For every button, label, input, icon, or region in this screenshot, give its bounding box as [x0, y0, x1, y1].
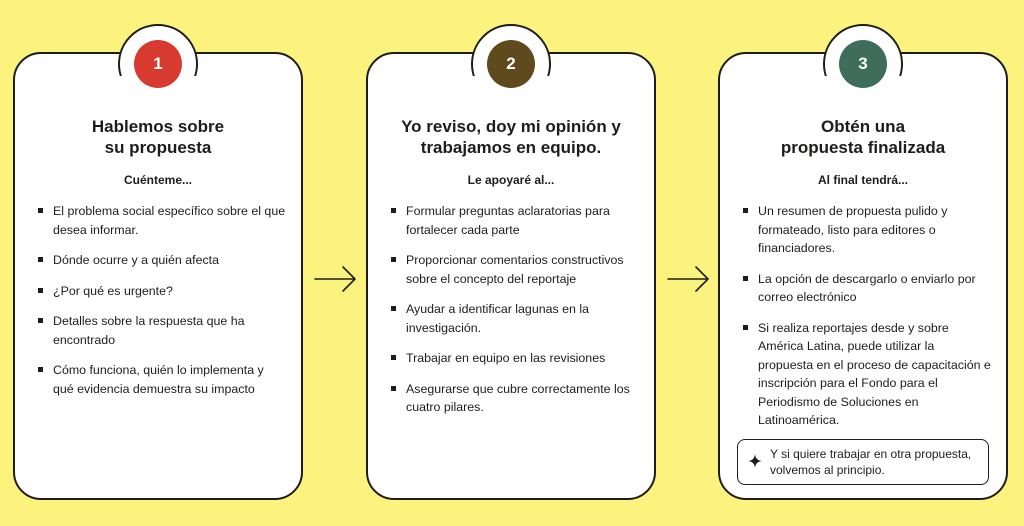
list-item: Dónde ocurre y a quién afecta [37, 251, 287, 270]
list-item: Asegurarse que cubre correctamente los cuatro pilares. [390, 380, 640, 417]
step-card-3 [718, 52, 1008, 500]
step-title-line-2: su propuesta [104, 138, 212, 157]
step-number-badge: 2 [487, 40, 535, 88]
step-subtitle: Le apoyaré al... [467, 173, 555, 187]
step-list [37, 202, 287, 410]
arrow-right-icon [313, 262, 359, 296]
list-item: El problema social específico sobre el que desea informar. [37, 202, 287, 239]
list-item: Trabajar en equipo en las revisiones [390, 349, 640, 368]
list-item: Formular preguntas aclaratorias para fortalecer cada parte [390, 202, 640, 239]
list-item: Si realiza reportajes desde y sobre América Latina, puede utilizar la propuesta en el proceso de capacitación e inscripción para el Fondo para el Periodismo de Soluciones en Latinoamérica. [742, 319, 992, 430]
list-item: Cómo funciona, quién lo implementa y qué evidencia demuestra su impacto [37, 361, 287, 398]
list-item: Ayudar a identificar lagunas en la investigación. [390, 300, 640, 337]
list-item: La opción de descargarlo o enviarlo por correo electrónico [742, 270, 992, 307]
arrow-right-icon [666, 262, 712, 296]
sparkle-icon [747, 453, 763, 469]
restart-note-text: Y si quiere trabajar en otra propuesta, volvemos al principio. [770, 447, 972, 477]
step-title [740, 116, 986, 158]
step-subtitle: Al final tendrá... [817, 173, 908, 187]
step-subtitle: Cuénteme... [123, 173, 192, 187]
step-card-1 [13, 52, 303, 500]
step-list [742, 202, 992, 442]
step-number-badge: 1 [134, 40, 182, 88]
step-title-line-1: Yo reviso, doy mi opinión y [401, 117, 621, 136]
list-item: ¿Por qué es urgente? [37, 282, 287, 301]
step-list [390, 202, 640, 429]
step-title-line-2: trabajamos en equipo. [420, 138, 602, 157]
step-title-line-1: Obtén una [820, 117, 906, 136]
restart-note [737, 439, 989, 485]
step-title [388, 116, 634, 158]
step-title-line-2: propuesta finalizada [780, 138, 946, 157]
step-card-2 [366, 52, 656, 500]
list-item: Proporcionar comentarios constructivos sobre el concepto del reportaje [390, 251, 640, 288]
list-item: Detalles sobre la respuesta que ha encontrado [37, 312, 287, 349]
step-title [35, 116, 281, 158]
list-item: Un resumen de propuesta pulido y formateado, listo para editores o financiadores. [742, 202, 992, 258]
step-number-badge: 3 [839, 40, 887, 88]
step-title-line-1: Hablemos sobre [91, 117, 225, 136]
